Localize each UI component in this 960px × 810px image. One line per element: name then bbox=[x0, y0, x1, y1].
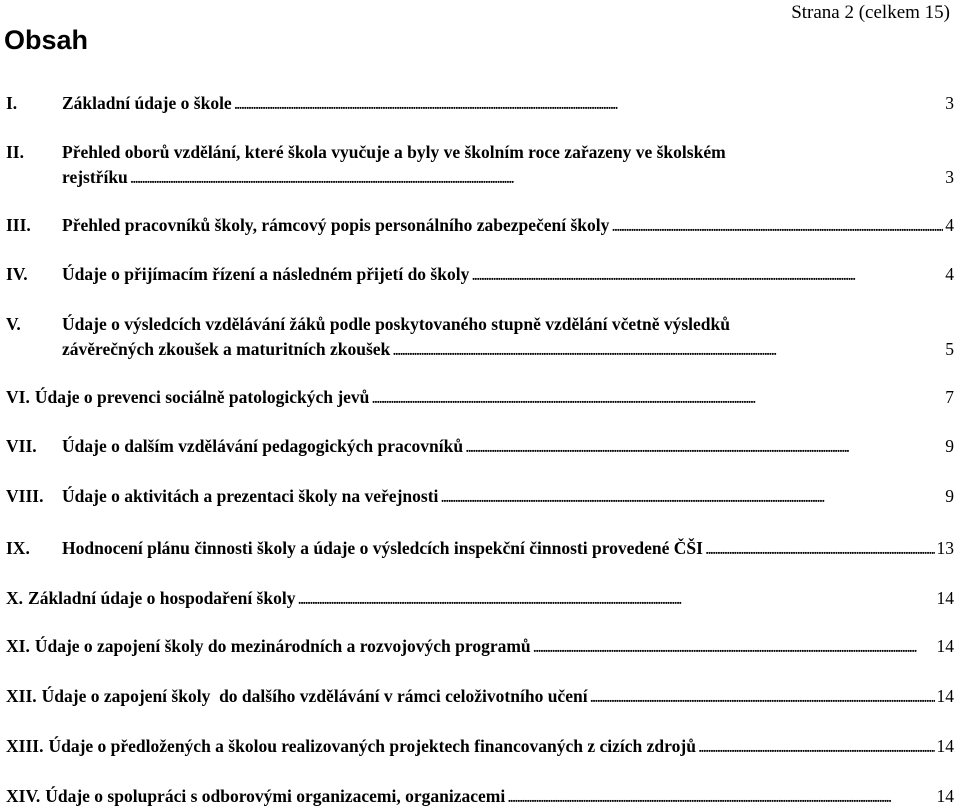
toc-entry-9[interactable] bbox=[6, 536, 954, 560]
toc-leader-dots bbox=[297, 586, 934, 610]
toc-entry-number: V. bbox=[6, 314, 21, 334]
toc-leader-dots bbox=[392, 337, 943, 361]
toc-leader-dots bbox=[705, 536, 935, 560]
toc-page-number: 14 bbox=[936, 786, 954, 806]
toc-page-number: 4 bbox=[945, 264, 954, 284]
toc-entry-text: Údaje o zapojení školy do dalšího vzdělávání v rámci celoživotního učení bbox=[41, 686, 588, 706]
toc-entry-number: VIII. bbox=[6, 486, 44, 506]
page-indicator: Strana 2 (celkem 15) bbox=[791, 2, 950, 23]
toc-page-number: 14 bbox=[936, 736, 954, 756]
toc-entry-number: IX. bbox=[6, 538, 30, 558]
toc-leader-dots bbox=[465, 434, 943, 458]
toc-leader-dots bbox=[533, 634, 935, 658]
toc-entry-text: Základní údaje o škole bbox=[62, 93, 232, 113]
toc-page-number: 3 bbox=[945, 167, 954, 187]
toc-entry-7[interactable] bbox=[6, 434, 954, 458]
toc-entry-text: Údaje o zapojení školy do mezinárodních a rozvojových programů bbox=[34, 636, 531, 656]
toc-entry-13[interactable] bbox=[6, 734, 954, 758]
toc-leader-dots bbox=[590, 684, 935, 708]
toc-entry-text: Údaje o spolupráci s odborovými organizacemi, organizacemi bbox=[45, 786, 506, 806]
toc-entry-text: Přehled oborů vzdělání, které škola vyučuje a byly ve školním roce zařazeny ve školském bbox=[62, 142, 726, 162]
toc-page-number: 14 bbox=[936, 588, 954, 608]
toc-entry-number: X. bbox=[6, 588, 24, 608]
toc-entry-number: VII. bbox=[6, 436, 37, 456]
toc-title: Obsah bbox=[4, 25, 89, 55]
toc-leader-dots bbox=[507, 784, 934, 808]
toc-entry-10[interactable] bbox=[6, 586, 954, 610]
toc-page-number: 13 bbox=[936, 538, 954, 558]
toc-entry-text: Údaje o přijímacím řízení a následném přijetí do školy bbox=[62, 264, 470, 284]
toc-entry-number: XII. bbox=[6, 686, 37, 706]
toc-entry-number: XI. bbox=[6, 636, 30, 656]
toc-page-number: 14 bbox=[936, 686, 954, 706]
toc-entry-4[interactable] bbox=[6, 262, 954, 286]
toc-page-number: 14 bbox=[936, 636, 954, 656]
toc-entry-text: Základní údaje o hospodaření školy bbox=[28, 588, 296, 608]
toc-entry-5-continuation[interactable] bbox=[62, 337, 954, 361]
toc-leader-dots bbox=[234, 91, 944, 115]
toc-entry-6[interactable] bbox=[6, 385, 954, 409]
toc-entry-11[interactable] bbox=[6, 634, 954, 658]
toc-entry-1[interactable] bbox=[6, 91, 954, 115]
toc-entry-number: XIV. bbox=[6, 786, 41, 806]
toc-entry-text: Údaje o prevenci sociálně patologických jevů bbox=[34, 387, 370, 407]
toc-entry-text: Hodnocení plánu činnosti školy a údaje o výsledcích inspekční činnosti provedené ČŠI bbox=[62, 538, 703, 558]
toc-entry-text-continued: závěrečných zkoušek a maturitních zkoušek bbox=[62, 339, 391, 359]
toc-entry-12[interactable] bbox=[6, 684, 954, 708]
toc-leader-dots bbox=[371, 385, 943, 409]
toc-entry-number: I. bbox=[6, 93, 18, 113]
toc-leader-dots bbox=[611, 213, 943, 237]
toc-entry-number: II. bbox=[6, 142, 24, 162]
toc-entry-2[interactable] bbox=[6, 140, 954, 164]
toc-leader-dots bbox=[440, 484, 943, 508]
toc-entry-number: VI. bbox=[6, 387, 30, 407]
toc-leader-dots bbox=[698, 734, 935, 758]
toc-entry-number: IV. bbox=[6, 264, 28, 284]
toc-entry-text-continued: rejstříku bbox=[62, 167, 128, 187]
toc-leader-dots bbox=[471, 262, 943, 286]
toc-entry-number: XIII. bbox=[6, 736, 44, 756]
toc-entry-5[interactable] bbox=[6, 312, 954, 336]
toc-page-number: 9 bbox=[945, 486, 954, 506]
toc-leader-dots bbox=[130, 165, 943, 189]
toc-entry-8[interactable] bbox=[6, 484, 954, 508]
toc-entry-text: Přehled pracovníků školy, rámcový popis personálního zabezpečení školy bbox=[62, 215, 610, 235]
toc-entry-text: Údaje o výsledcích vzdělávání žáků podle poskytovaného stupně vzdělání včetně výsledků bbox=[62, 314, 730, 334]
toc-page-number: 9 bbox=[945, 436, 954, 456]
toc-page-number: 5 bbox=[945, 339, 954, 359]
toc-entry-text: Údaje o aktivitách a prezentaci školy na veřejnosti bbox=[62, 486, 439, 506]
toc-page-number: 4 bbox=[945, 215, 954, 235]
toc-entry-14[interactable] bbox=[6, 784, 954, 808]
toc-entry-text: Údaje o dalším vzdělávání pedagogických pracovníků bbox=[62, 436, 464, 456]
toc-page-number: 3 bbox=[945, 93, 954, 113]
toc-entry-number: III. bbox=[6, 215, 31, 235]
toc-entry-text: Údaje o předložených a školou realizovaných projektech financovaných z cizích zdrojů bbox=[48, 736, 696, 756]
toc-entry-2-continuation[interactable] bbox=[62, 165, 954, 189]
toc-page-number: 7 bbox=[945, 387, 954, 407]
toc-entry-3[interactable] bbox=[6, 213, 954, 237]
